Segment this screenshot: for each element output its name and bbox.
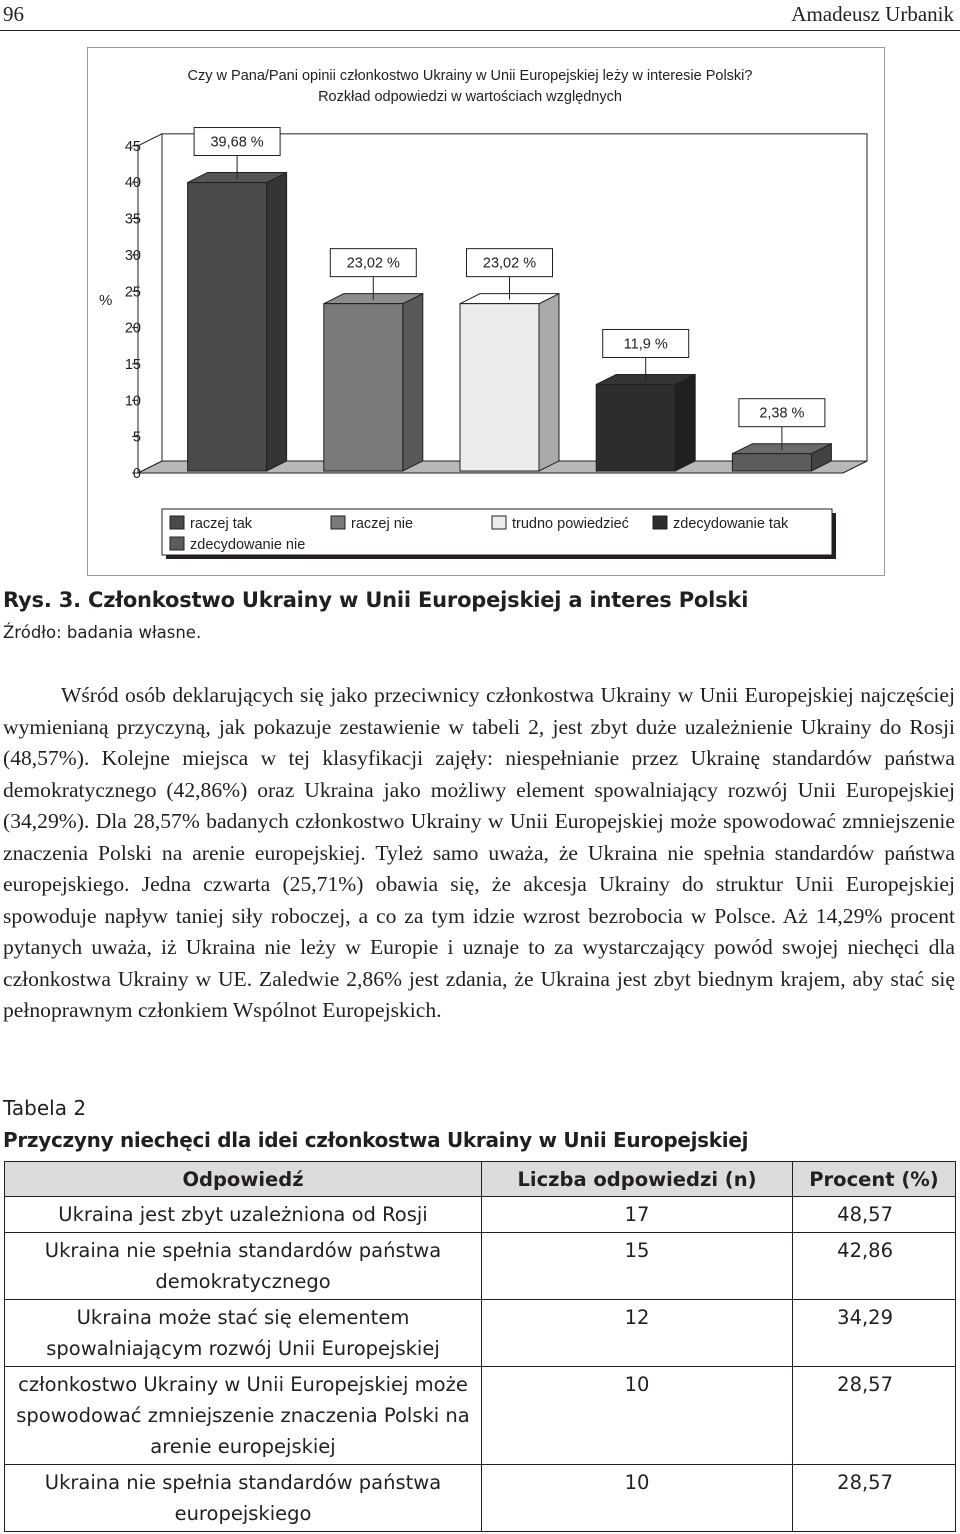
table-cell-count: 10 <box>482 1367 793 1465</box>
table-cell-answer: Ukraina nie spełnia standardów państwa europejskiego <box>5 1465 482 1532</box>
legend-item <box>170 537 305 553</box>
data-label: 2,38 % <box>759 405 805 422</box>
y-tick-label: 20 <box>124 320 141 337</box>
bar-front <box>188 183 267 471</box>
legend-swatch <box>331 516 345 529</box>
body-paragraph: Wśród osób deklarujących się jako przeciwnicy członkostwa Ukrainy w Unii Europejskiej najczęściej wymienianą przyczyną, jak pokazuje zestawienie w tabeli 2, jest zbyt duże uzależnienie Ukrainy do Rosji (48,57%). Kolejne miejsca w tej klasyfikacji zajęły: niespełnianie przez Ukrainę standardów państwa demokratycznego (42,86%) oraz Ukraina jako możliwy element spowalniający rozwój Unii Europejskiej (34,29%). Dla 28,57% badanych członkostwo Ukrainy w Unii Europejskiej może spowodować zmniejszenie znaczenia Polski na arenie europejskiej. Tyleż samo uważa, że Ukraina nie spełnia standardów państwa europejskiego. Jedna czwarta (25,71%) obawia się, że akcesja Ukrainy do struktur Unii Europejskiej spowoduje napływ taniej siły roboczej, a co za tym idzie wzrost bezrobocia w Polsce. Aż 14,29% procent pytanych uważa, iż Ukraina nie leży w Europie i uznaje to za wystarczający powód swojej niechęci dla członkostwa Ukrainy w UE. Zaledwie 2,86% jest zdania, że Ukraina jest zbyt biednym krajem, aby stać się pełnoprawnym członkiem Wspólnot Europejskich. <box>3 683 955 1022</box>
bar-front <box>732 454 811 471</box>
y-tick-label: 40 <box>124 175 141 192</box>
bar-side <box>403 294 423 471</box>
bar-1 <box>188 128 287 471</box>
table-cell-answer: Ukraina nie spełnia standardów państwa demokratycznego <box>5 1233 482 1300</box>
page-number: 96 <box>3 2 24 26</box>
bar-front <box>324 304 403 471</box>
y-tick-label: 45 <box>124 138 141 155</box>
bar-side <box>539 294 559 471</box>
figure <box>87 47 885 577</box>
running-head <box>0 0 960 34</box>
header-rule <box>0 30 960 31</box>
bar-4 <box>596 329 695 471</box>
table-row <box>5 1465 956 1532</box>
bar-front <box>460 304 539 471</box>
table-row <box>5 1197 956 1233</box>
table-cell-count: 10 <box>482 1465 793 1532</box>
reasons-table <box>4 1161 956 1532</box>
bar-side <box>267 173 287 471</box>
table-row <box>5 1300 956 1367</box>
legend-label: zdecydowanie tak <box>673 516 789 532</box>
legend-swatch <box>492 516 506 529</box>
table-cell-percent: 34,29 <box>793 1300 956 1367</box>
y-tick-label: 5 <box>132 429 141 446</box>
plot-side-wall <box>138 134 162 473</box>
legend-swatch <box>170 516 184 529</box>
table-cell-count: 15 <box>482 1233 793 1300</box>
table-cell-count: 12 <box>482 1300 793 1367</box>
data-label: 23,02 % <box>482 255 537 272</box>
y-tick-label: 25 <box>124 284 141 301</box>
legend-swatch <box>170 537 184 550</box>
column-header-count: Liczba odpowiedzi (n) <box>482 1162 793 1197</box>
bar-side <box>675 374 695 471</box>
y-tick-label: 10 <box>124 393 141 410</box>
data-label: 11,9 % <box>623 336 668 353</box>
legend-item <box>653 516 789 532</box>
column-header-percent: Procent (%) <box>793 1162 956 1197</box>
table-cell-percent: 28,57 <box>793 1367 956 1465</box>
legend-label: raczej nie <box>351 516 414 532</box>
column-header-answer: Odpowiedź <box>5 1162 482 1197</box>
y-tick-label: 0 <box>132 466 141 482</box>
table-header-row <box>5 1162 956 1197</box>
legend-label: zdecydowanie nie <box>190 537 306 553</box>
table-cell-count: 17 <box>482 1197 793 1233</box>
data-label: 23,02 % <box>346 255 400 272</box>
legend-label: raczej tak <box>190 516 253 532</box>
table-row <box>5 1233 956 1300</box>
table-cell-percent: 48,57 <box>793 1197 956 1233</box>
running-head-author: Amadeusz Urbanik <box>791 2 954 26</box>
legend <box>162 509 836 559</box>
legend-item <box>492 516 629 532</box>
data-label: 39,68 % <box>210 134 264 151</box>
y-tick-label: 35 <box>124 211 141 228</box>
figure-source: Źródło: badania własne. <box>3 623 202 642</box>
y-tick-label: 30 <box>124 247 141 264</box>
y-tick-label: 15 <box>124 356 141 373</box>
chart-subtitle: Rozkład odpowiedzi w wartościach względnych <box>318 89 622 105</box>
legend-label: trudno powiedzieć <box>512 516 629 532</box>
table-row <box>5 1367 956 1465</box>
table-title: Przyczyny niechęci dla idei członkostwa Ukrainy w Unii Europejskiej <box>3 1128 749 1152</box>
table-cell-percent: 28,57 <box>793 1465 956 1532</box>
table-label: Tabela 2 <box>3 1096 87 1120</box>
table-cell-percent: 42,86 <box>793 1233 956 1300</box>
legend-swatch <box>653 516 667 529</box>
figure-caption: Rys. 3. Członkostwo Ukrainy w Unii Europejskiej a interes Polski <box>3 588 749 612</box>
table-cell-answer: Ukraina może stać się elementem spowalniającym rozwój Unii Europejskiej <box>5 1300 482 1367</box>
y-axis-label: % <box>99 292 113 309</box>
bar-front <box>596 384 675 471</box>
bar-chart <box>87 47 885 577</box>
table-cell-answer: członkostwo Ukrainy w Unii Europejskiej może spowodować zmniejszenie znaczenia Polski na arenie europejskiej <box>5 1367 482 1465</box>
table-cell-answer: Ukraina jest zbyt uzależniona od Rosji <box>5 1197 482 1233</box>
chart-title: Czy w Pana/Pani opinii członkostwo Ukrainy w Unii Europejskiej leży w interesie Polski? <box>187 68 753 84</box>
